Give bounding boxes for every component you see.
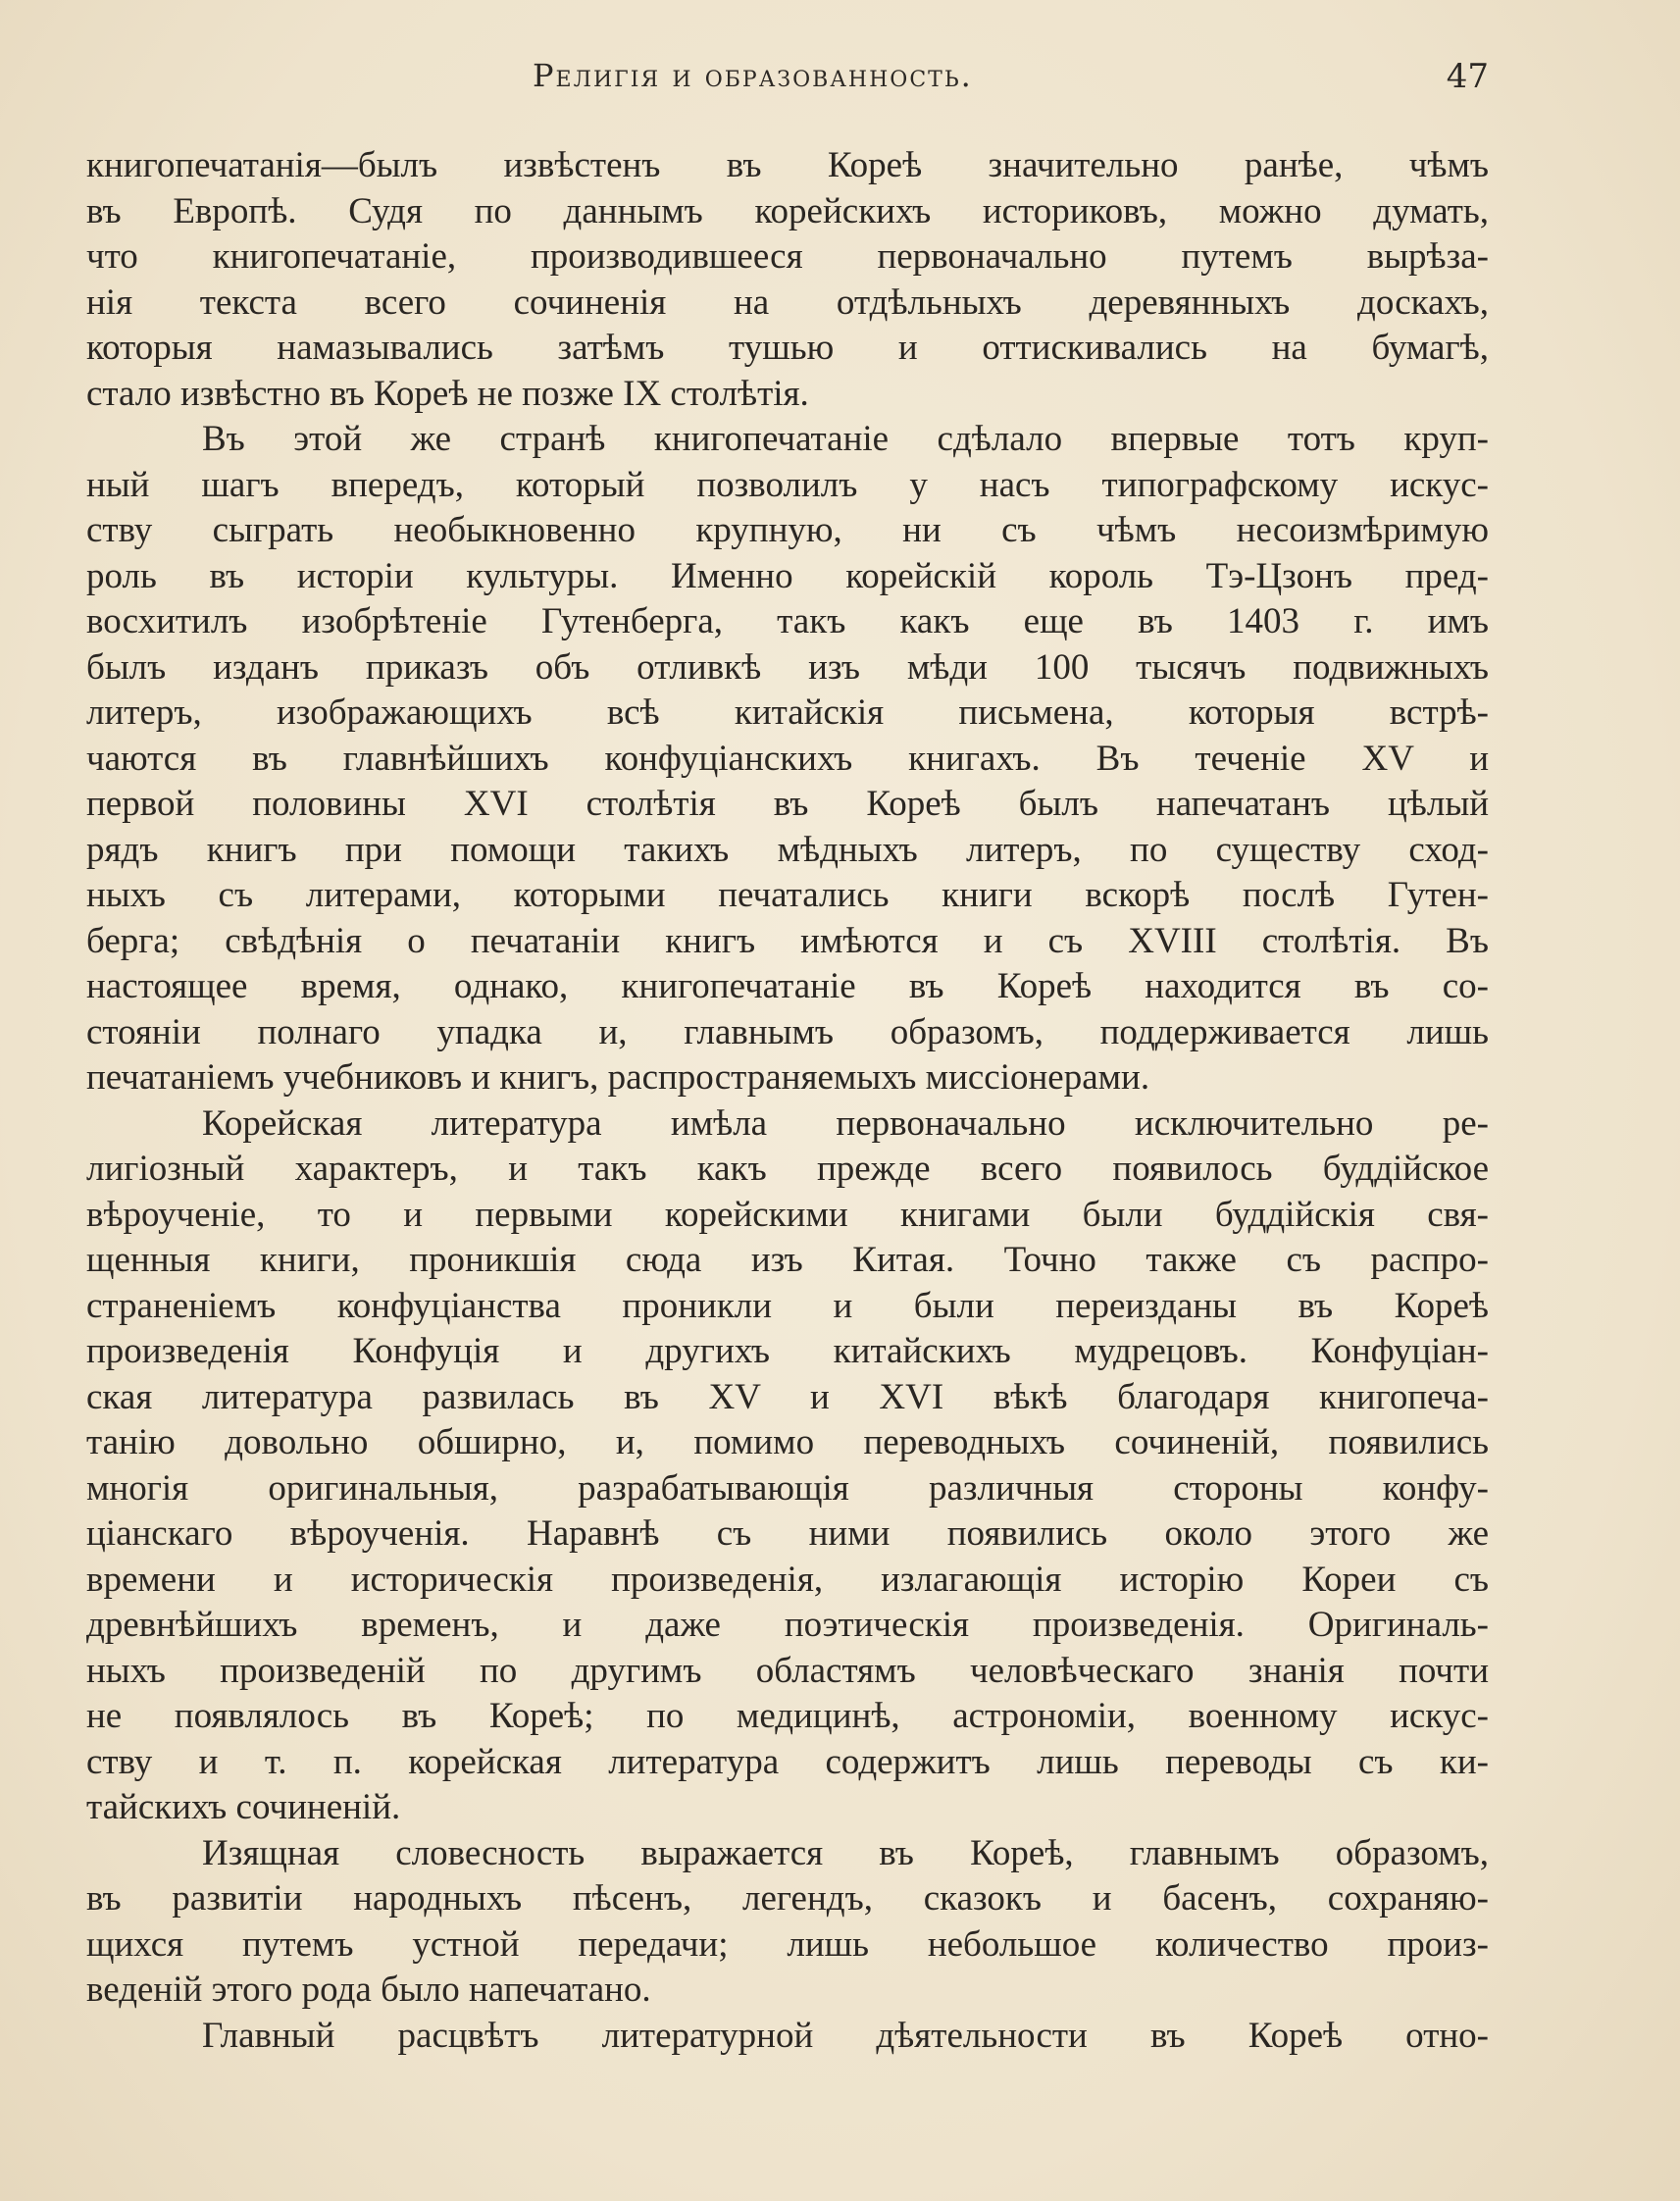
- text-line: Изящная словесность выражается въ Кореѣ, главнымъ образомъ,: [202, 1832, 1489, 1873]
- text-line: Корейская литература имѣла первоначально исключительно ре-: [202, 1102, 1489, 1144]
- text-line: чаются въ главнѣйшихъ конфуціанскихъ книгахъ. Въ теченіе XV и: [86, 738, 1489, 779]
- text-line: ный шагъ впередъ, который позволилъ у насъ типографскому искус-: [86, 464, 1489, 505]
- text-line: не появлялось въ Кореѣ; по медицинѣ, астрономіи, военному искус-: [86, 1696, 1489, 1736]
- text-line: ныхъ произведеній по другимъ областямъ человѣческаго знанія почти: [86, 1650, 1489, 1691]
- text-line: щихся путемъ устной передачи; лишь небольшое количество произ-: [86, 1923, 1489, 1965]
- text-line: времени и историческія произведенія, излагающія исторію Кореи съ: [86, 1559, 1489, 1600]
- text-line: тайскихъ сочиненій.: [86, 1787, 401, 1827]
- text-line: стало извѣстно въ Кореѣ не позже IX столѣтія.: [86, 373, 809, 414]
- text-line: лигіозный характеръ, и такъ какъ прежде всего появилось буддійское: [86, 1149, 1489, 1189]
- text-line: восхитилъ изобрѣтеніе Гутенберга, такъ какъ еще въ 1403 г. имъ: [86, 601, 1489, 641]
- text-line: литеръ, изображающихъ всѣ китайскія письмена, которыя встрѣ-: [86, 692, 1489, 733]
- text-line: стояніи полнаго упадка и, главнымъ образомъ, поддерживается лишь: [86, 1011, 1489, 1052]
- text-line: былъ изданъ приказъ объ отливкѣ изъ мѣди 100 тысячъ подвижныхъ: [86, 646, 1489, 688]
- text-line: книгопечатанія—былъ извѣстенъ въ Кореѣ значительно ранѣе, чѣмъ: [86, 145, 1489, 185]
- text-line: Въ этой же странѣ книгопечатаніе сдѣлало впервые тотъ круп-: [202, 419, 1489, 459]
- page-number: 47: [1446, 57, 1489, 96]
- text-line: ству сыграть необыкновенно крупную, ни съ чѣмъ несоизмѣримую: [86, 510, 1489, 550]
- text-line: въ развитіи народныхъ пѣсенъ, легендъ, сказокъ и басенъ, сохраняю-: [86, 1878, 1489, 1919]
- body-text: [86, 143, 1489, 2059]
- text-line: ціанскаго вѣроученія. Наравнѣ съ ними появились около этого же: [86, 1513, 1489, 1554]
- text-line: роль въ исторіи культуры. Именно корейскій король Тэ-Цзонъ пред-: [86, 555, 1489, 596]
- text-line: первой половины XVI столѣтія въ Кореѣ былъ напечатанъ цѣлый: [86, 784, 1489, 824]
- text-line: нія текста всего сочиненія на отдѣльныхъ деревянныхъ доскахъ,: [86, 282, 1489, 323]
- text-line: многія оригинальныя, разрабатывающія различныя стороны конфу-: [86, 1467, 1489, 1509]
- text-line: ская литература развилась въ XV и XVI вѣкѣ благодаря книгопеча-: [86, 1376, 1489, 1417]
- text-line: вѣроученіе, то и первыми корейскими книгами были буддійскія свя-: [86, 1194, 1489, 1235]
- text-line: настоящее время, однако, книгопечатаніе въ Кореѣ находится въ со-: [86, 966, 1489, 1006]
- text-line: произведенія Конфуція и другихъ китайскихъ мудрецовъ. Конфуціан-: [86, 1331, 1489, 1371]
- text-line: что книгопечатаніе, производившееся первоначально путемъ вырѣза-: [86, 236, 1489, 277]
- text-line: рядъ книгъ при помощи такихъ мѣдныхъ литеръ, по существу сход-: [86, 829, 1489, 870]
- text-line: которыя намазывались затѣмъ тушью и оттискивались на бумагѣ,: [86, 328, 1489, 368]
- text-line: берга; свѣдѣнія о печатаніи книгъ имѣются и съ XVIII столѣтія. Въ: [86, 920, 1489, 961]
- running-head: [86, 57, 1489, 106]
- text-line: древнѣйшихъ временъ, и даже поэтическія произведенія. Оригиналь-: [86, 1605, 1489, 1645]
- running-title: Религія и образованность.: [533, 57, 973, 94]
- text-line: ныхъ съ литерами, которыми печатались книги вскорѣ послѣ Гутен-: [86, 875, 1489, 915]
- text-line: Главный расцвѣтъ литературной дѣятельности въ Кореѣ отно-: [202, 2015, 1489, 2056]
- text-line: щенныя книги, проникшія сюда изъ Китая. Точно также съ распро-: [86, 1240, 1489, 1280]
- text-line: ству и т. п. корейская литература содержитъ лишь переводы съ ки-: [86, 1741, 1489, 1782]
- text-line: страненіемъ конфуціанства проникли и были переизданы въ Кореѣ: [86, 1285, 1489, 1326]
- text-line: веденій этого рода было напечатано.: [86, 1970, 651, 2010]
- text-line: въ Европѣ. Судя по даннымъ корейскихъ историковъ, можно думать,: [86, 190, 1489, 231]
- text-line: печатаніемъ учебниковъ и книгъ, распространяемыхъ миссіонерами.: [86, 1057, 1150, 1098]
- text-line: танію довольно обширно, и, помимо переводныхъ сочиненій, появились: [86, 1422, 1489, 1462]
